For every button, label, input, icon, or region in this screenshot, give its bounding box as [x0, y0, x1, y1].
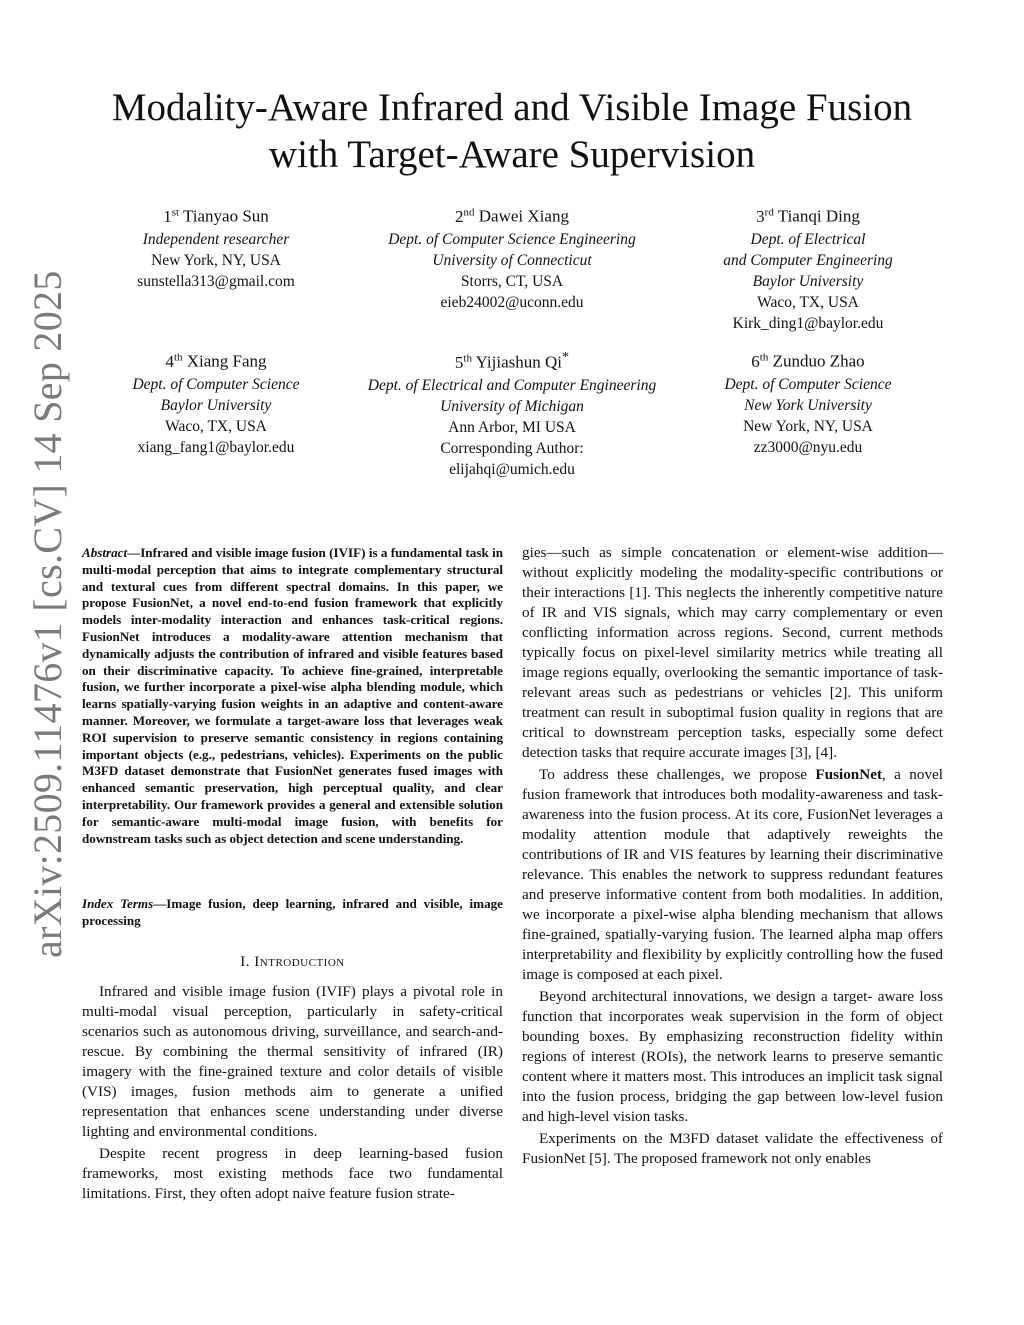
corresponding-label: Corresponding Author:: [440, 439, 584, 457]
author-location: Waco, TX, USA: [757, 293, 859, 311]
author-department: Dept. of Computer Science Engineering: [388, 230, 636, 248]
index-terms-label: Index Terms: [82, 896, 154, 911]
author-location: New York, NY, USA: [151, 251, 281, 269]
paragraph: Beyond architectural innovations, we design a target- aware loss function that incorporates weak supervision in the form of object bounding boxes. By emphasizing reconstruction fidelity within regions of interest (ROIs), the network learns to preserve semantic content where it matters most. This introduces an implicit task signal into the fusion process, bridging the gap between low-level fusion and high-level vision tasks.: [522, 988, 943, 1125]
right-column-body: [522, 543, 943, 1171]
author-name: 5th Yijiashun Qi*: [454, 349, 570, 372]
author-block-5: [336, 346, 688, 480]
author-university: New York University: [744, 396, 872, 414]
author-email: zz3000@nyu.edu: [753, 438, 863, 456]
author-email: xiang_fang1@baylor.edu: [137, 438, 295, 456]
paragraph: Experiments on the M3FD dataset validate the effectiveness of FusionNet [5]. The proposed framework not only enables: [522, 1130, 943, 1167]
arxiv-identifier: arXiv:2509.11476v1 [cs.CV] 14 Sep 2025: [25, 270, 70, 958]
paragraph: To address these challenges, we propose FusionNet, a novel fusion framework that introduces both modality-awareness and task-awareness into the fusion process. At its core, FusionNet leverages a modality attention module that adaptively reweights the contributions of IR and VIS features by learning their discriminative relevance. This enables the network to suppress redundant features and preserve informative content from both modalities. In addition, we incorporate a pixel-wise alpha blending mechanism that allows fine-grained, spatially-varying fusion. The learned alpha map offers interpretability and flexibility by explicitly controlling how the fused image is composed at each pixel.: [522, 766, 944, 983]
author-department: and Computer Engineering: [723, 251, 893, 269]
section-heading: [82, 954, 503, 971]
author-department: Dept. of Computer Science: [132, 375, 300, 393]
index-terms-text: —Image fusion, deep learning, infrared and visible, image processing: [82, 896, 503, 928]
author-block-6: [690, 346, 926, 458]
author-name: 4th Xiang Fang: [165, 351, 267, 371]
author-university: Baylor University: [160, 396, 272, 414]
author-email: eieb24002@uconn.edu: [440, 293, 584, 311]
author-block-1: [82, 201, 350, 292]
author-department: Dept. of Computer Science: [724, 375, 892, 393]
title-line-1: Modality-Aware Infrared and Visible Image Fusion: [111, 86, 913, 129]
author-name: 2nd Dawei Xiang: [455, 206, 569, 226]
author-name: 3rd Tianqi Ding: [756, 206, 860, 226]
section-title: Introduction: [254, 954, 345, 970]
author-email: sunstella313@gmail.com: [137, 272, 295, 290]
author-university: University of Connecticut: [432, 251, 592, 269]
author-block-4: [82, 346, 350, 458]
paragraph: Despite recent progress in deep learning-based fusion frameworks, most existing methods face two fundamental limitations. First, they often adopt naive feature fusion strate-: [82, 1145, 503, 1202]
paragraph-continued: gies—such as simple concatenation or element-wise addition—without explicitly modeling the modality-specific contributions or their interactions [1]. This neglects the inherently competitive nature of IR and VIS signals, which may carry complementary or even conflicting information across regions. Second, current methods typically focus on pixel-level similarity metrics while treating all image regions equally, overlooking the semantic importance of task-relevant areas such as pedestrians or vehicles [2]. This uniform treatment can result in suboptimal fusion quality in regions that are critical to downstream perception tasks, especially some defect detection tasks that require accurate images [3], [4].: [522, 544, 943, 761]
author-location: Waco, TX, USA: [165, 417, 267, 435]
title-line-2: with Target-Aware Supervision: [268, 133, 756, 176]
corresponding-star: *: [562, 349, 570, 365]
author-email: elijahqi@umich.edu: [449, 460, 575, 478]
author-block-3: [690, 201, 926, 334]
author-location: Ann Arbor, MI USA: [448, 418, 576, 436]
paragraph: Infrared and visible image fusion (IVIF) plays a pivotal role in multi-modal visual perception, particularly in safety-critical scenarios such as autonomous driving, surveillance, and search-and-rescue. By combining the thermal sensitivity of infrared (IR) imagery with the fine-grained texture and color details of visible (VIS) images, fusion methods aim to generate a unified representation that enhances scene understanding under diverse lighting and environmental conditions.: [82, 983, 503, 1140]
author-affiliation: Independent researcher: [142, 230, 290, 248]
author-university: Baylor University: [752, 272, 864, 290]
fusionnet-bold: FusionNet: [815, 766, 883, 783]
author-university: University of Michigan: [440, 397, 584, 415]
author-name: 1st Tianyao Sun: [163, 206, 269, 226]
section-number: I.: [240, 954, 251, 970]
index-terms: [82, 896, 503, 930]
author-department: Dept. of Electrical: [750, 230, 866, 248]
author-location: New York, NY, USA: [743, 417, 873, 435]
author-email: Kirk_ding1@baylor.edu: [732, 314, 884, 332]
abstract-label: Abstract: [82, 545, 128, 560]
author-name: 6th Zunduo Zhao: [751, 351, 865, 371]
author-location: Storrs, CT, USA: [460, 272, 564, 290]
abstract: [82, 545, 503, 847]
abstract-text: —Infrared and visible image fusion (IVIF) is a fundamental task in multi-modal perception that aims to integrate complementary structural and textural cues from different spectral domains. In this paper, we propose FusionNet, a novel end-to-end fusion framework that explicitly models inter-modality interaction and enhances task-critical regions. FusionNet introduces a modality-aware attention mechanism that dynamically adjusts the contribution of infrared and visible features based on their discriminative capacity. To achieve fine-grained, interpretable fusion, we further incorporate a pixel-wise alpha blending module, which learns spatially-varying fusion weights in an adaptive and content-aware manner. Moreover, we formulate a target-aware loss that leverages weak ROI supervision to preserve semantic consistency in regions containing important objects (e.g., pedestrians, vehicles). Experiments on the public M3FD dataset demonstrate that FusionNet generates fused images with enhanced semantic preservation, high perceptual quality, and clear interpretability. Our framework provides a general and extensible solution for semantic-aware multi-modal image fusion, with benefits for downstream tasks such as object detection and scene understanding.: [82, 545, 503, 846]
author-department: Dept. of Electrical and Computer Engineering: [367, 376, 657, 394]
author-block-2: [346, 201, 678, 313]
left-column-body: [82, 982, 503, 1206]
paper-title: [70, 84, 954, 178]
